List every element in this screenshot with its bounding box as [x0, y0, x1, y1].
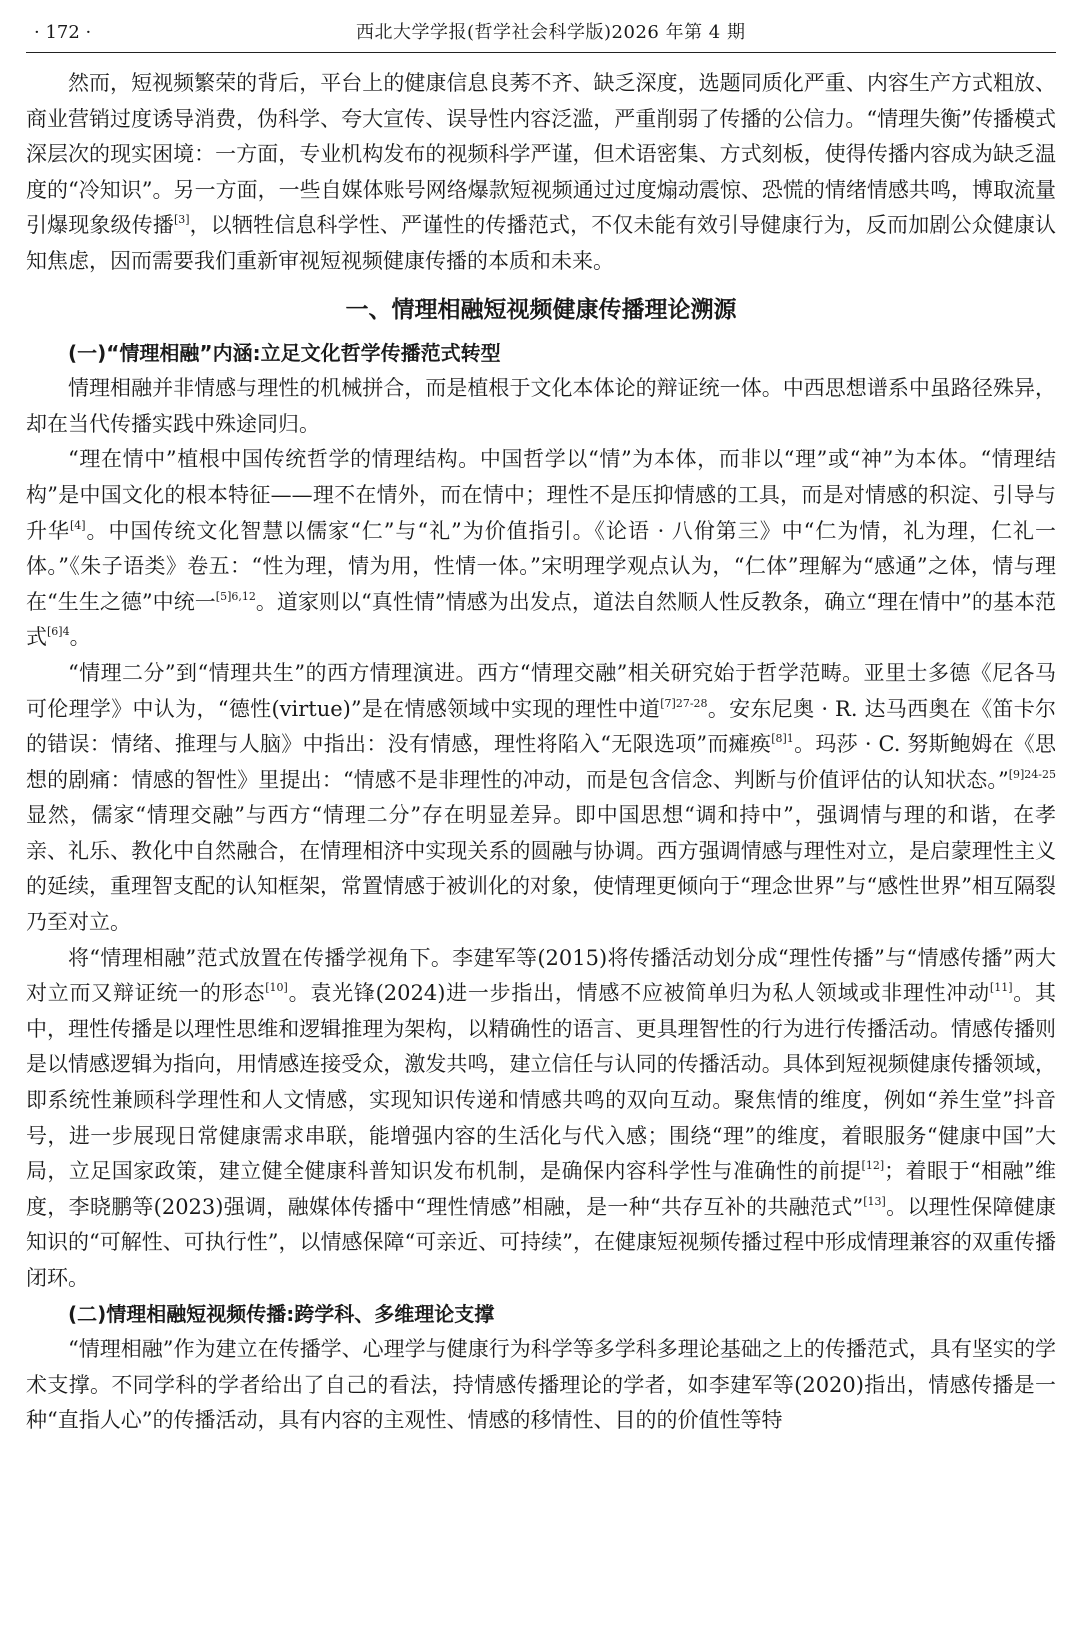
article-body [26, 66, 1056, 1439]
citation-ref: [12] [861, 1159, 885, 1173]
citation-ref: [13] [863, 1194, 886, 1208]
citation-ref: [7]27-28 [660, 696, 708, 710]
citation-ref: [6]4 [47, 625, 70, 639]
paragraph-intro: 然而，短视频繁荣的背后，平台上的健康信息良莠不齐、缺乏深度，选题同质化严重、内容生产方式粗放、商业营销过度诱导消费，伪科学、夸大宣传、误导性内容泛滥，严重削弱了传播的公信力。“情理失衡”传播模式深层次的现实困境：一方面，专业机构发布的视频科学严谨，但术语密集、方式刻板，使得传播内容成为缺乏温度的“冷知识”。另一方面，一些自媒体账号网络爆款短视频通过过度煽动震惊、恐慌的情绪情感共鸣，博取流量引爆现象级传播[3]，以牺牲信息科学性、严谨性的传播范式，不仅未能有效引导健康行为，反而加剧公众健康认知焦虑，因而需要我们重新审视短视频健康传播的本质和未来。 [26, 71, 1056, 273]
subsection-heading-2: (二)情理相融短视频传播:跨学科、多维理论支撑 [68, 1301, 495, 1326]
paragraph: “情理二分”到“情理共生”的西方情理演进。西方“情理交融”相关研究始于哲学范畴。亚里士多德《尼各马可伦理学》中认为，“德性(virtue)”是在情感领域中实现的理性中道$^{[7]27-28}$。安东尼奥 · R. 达马西奥在《笛卡尔的错误：情绪、推理与人脑》中指出：没有情感，理性将陷入“无限选项”而瘫痪$^{[8]1}$。玛莎 · C. 努斯鲍姆在《思想的剧痛：情感的智性》里提出：“情感不是非理性的冲动，而是包含信念、判断与价值评估的认知状态。”$^{[9]24-25}$显然，儒家“情理交融”与西方“情理二分”存在明显差异。即中国思想“调和持中”，强调情与理的和谐，在孝亲、礼乐、教化中自然融合，在情理相济中实现关系的圆融与协调。西方强调情感与理性对立，是启蒙理性主义的延续，重理智支配的认知框架，常置情感于被训化的对象，使情理更倾向于“理念世界”与“感性世界”相互隔裂乃至对立。 [26, 660, 1057, 935]
citation-ref: [9]24-25 [1008, 767, 1056, 781]
running-header [26, 18, 1056, 53]
subsection-heading-1: (一)“情理相融”内涵:立足文化哲学传播范式转型 [68, 340, 501, 365]
paragraph: 将“情理相融”范式放置在传播学视角下。李建军等(2015)将传播活动划分成“理性传播”与“情感传播”两大对立而又辩证统一的形态[10]。袁光锋(2024)进一步指出，情感不应被简单归为私人领域或非理性冲动[11]。其中，理性传播是以理性思维和逻辑推理为架构，以精确性的语言、更具理智性的行为进行传播活动。情感传播则是以情感逻辑为指向，用情感连接受众，激发共鸣，建立信任与认同的传播活动。具体到短视频健康传播领域，即系统性兼顾科学理性和人文情感，实现知识传递和情感共鸣的双向互动。聚焦情的维度，例如“养生堂”抖音号，进一步展现日常健康需求串联，能增强内容的生活化与代入感；围绕“理”的维度，着眼服务“健康中国”大局，立足国家政策，建立健全健康科普知识发布机制，是确保内容科学性与准确性的前提[12]；着眼于“相融”维度，李晓鹏等(2023)强调，融媒体传播中“理性情感”相融，是一种“共存互补的共融范式”[13]。以理性保障健康知识的“可解性、可执行性”，以情感保障“可亲近、可持续”，在健康短视频传播过程中形成情理兼容的双重传播闭环。 [26, 945, 1057, 1290]
citation-ref: [4] [69, 518, 86, 532]
page-number: · 172 · [34, 22, 92, 43]
citation-ref: [11] [989, 981, 1013, 995]
journal-title: 西北大学学报(哲学社会科学版)2026 年第 4 期 [356, 22, 746, 43]
paragraph: 情理相融并非情感与理性的机械拼合，而是植根于文化本体论的辩证统一体。中西思想谱系中虽路径殊异，却在当代传播实践中殊途同归。 [26, 376, 1056, 436]
citation-ref: [10] [265, 981, 288, 995]
paragraph: “情理相融”作为建立在传播学、心理学与健康行为科学等多学科多理论基础之上的传播范式，具有坚实的学术支撑。不同学科的学者给出了自己的看法，持情感传播理论的学者，如李建军等(2020)指出，情感传播是一种“直指人心”的传播活动，具有内容的主观性、情感的移情性、目的的价值性等特 [26, 1337, 1056, 1433]
citation-ref: [3] [173, 213, 190, 227]
section-heading: 一、情理相融短视频健康传播理论溯源 [345, 296, 737, 323]
paragraph: “理在情中”植根中国传统哲学的情理结构。中国哲学以“情”为本体，而非以“理”或“神”为本体。“情理结构”是中国文化的根本特征——理不在情外，而在情中；理性不是压抑情感的工具，而是对情感的积淀、引导与升华[4]。中国传统文化智慧以儒家“仁”与“礼”为价值指引。《论语 · 八佾第三》中“仁为情，礼为理，仁礼一体。”《朱子语类》卷五：“性为理，情为用，性情一体。”宋明理学观点认为，“仁体”理解为“感通”之体，情与理在“生生之德”中统一$^{[5]6,12}$。道家则以“真性情”情感为出发点，道法自然顺人性反教条，确立“理在情中”的基本范式$^{[6]4}$。 [26, 447, 1057, 650]
citation-ref: [5]6,12 [215, 589, 256, 603]
citation-ref: [8]1 [771, 732, 794, 746]
